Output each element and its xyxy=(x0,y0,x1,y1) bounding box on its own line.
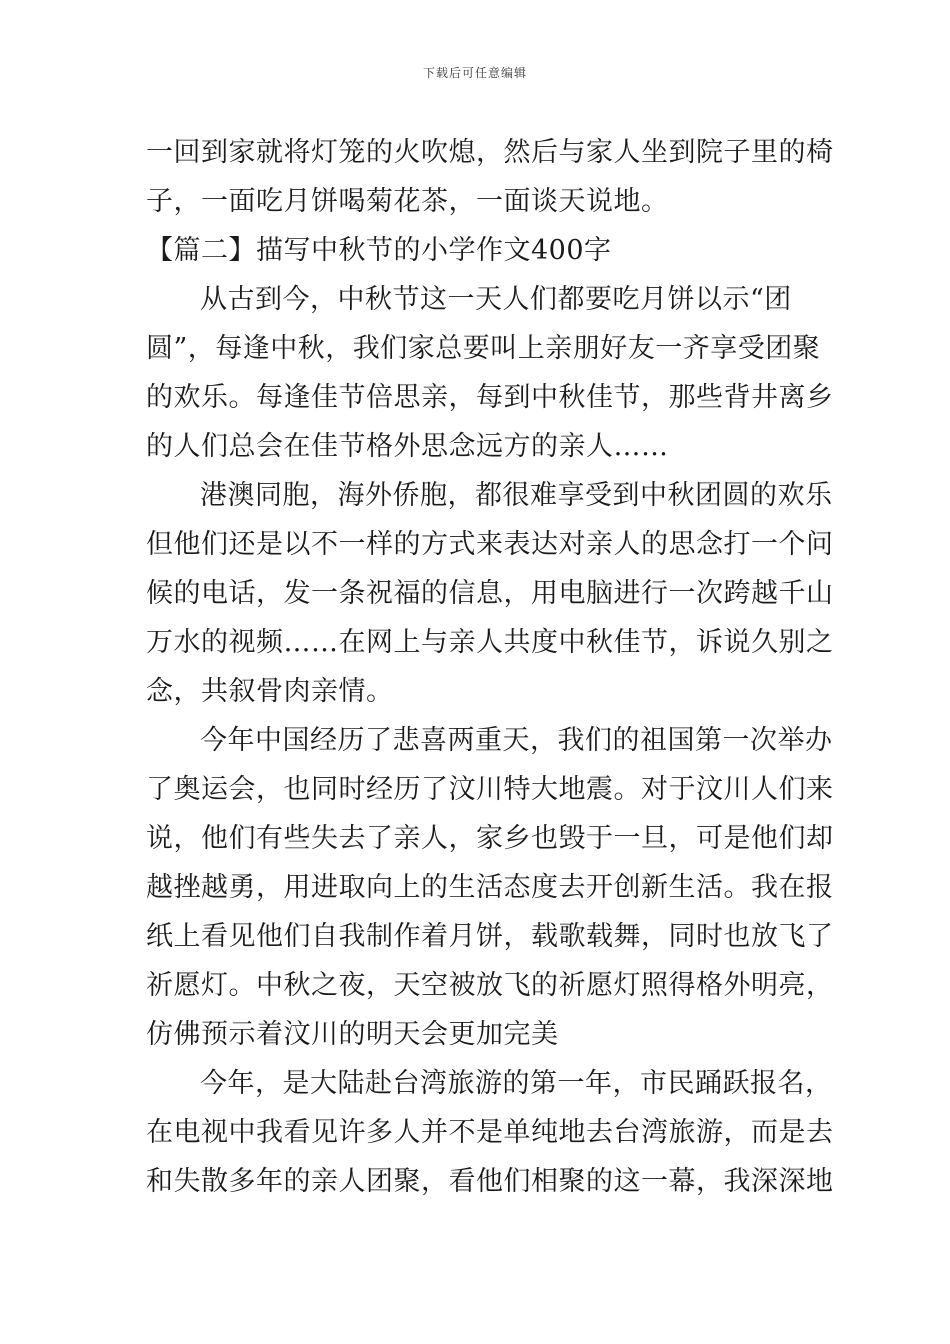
text-line: 今年，是大陆赴台湾旅游的第一年，市民踊跃报名， xyxy=(200,1068,833,1099)
document-body xyxy=(146,128,834,1206)
text-line: 候的电话，发一条祝福的信息，用电脑进行一次跨越千山 xyxy=(146,578,834,609)
text-line: 的人们总会在佳节格外思念远方的亲人…… xyxy=(146,431,669,462)
text-line: 从古到今，中秋节这一天人们都要吃月饼以示“团 xyxy=(200,284,792,315)
text-line: 念，共叙骨肉亲情。 xyxy=(146,676,394,707)
text-line: 子，一面吃月饼喝菊花茶，一面谈天说地。 xyxy=(146,186,669,217)
text-line: 在电视中我看见许多人并不是单纯地去台湾旅游，而是去 xyxy=(146,1117,834,1148)
text-line: 今年中国经历了悲喜两重天，我们的祖国第一次举办 xyxy=(200,725,833,756)
text-line: 和失散多年的亲人团聚，看他们相聚的这一幕，我深深地 xyxy=(146,1166,834,1197)
text-line: 了奥运会，也同时经历了汶川特大地震。对于汶川人们来 xyxy=(146,774,834,805)
text-line: 说，他们有些失去了亲人，家乡也毁于一旦，可是他们却 xyxy=(146,823,834,854)
text-line: 圆”，每逢中秋，我们家总要叫上亲朋好友一齐享受团聚 xyxy=(146,333,821,364)
text-line: 的欢乐。每逢佳节倍思亲，每到中秋佳节，那些背井离乡 xyxy=(146,382,834,413)
text-line: 越挫越勇，用进取向上的生活态度去开创新生活。我在报 xyxy=(146,872,834,903)
text-line: 【篇二】描写中秋节的小学作文400字 xyxy=(146,235,612,266)
text-line: 一回到家就将灯笼的火吹熄，然后与家人坐到院子里的椅 xyxy=(146,137,834,168)
text-line: 但他们还是以不一样的方式来表达对亲人的思念打一个问 xyxy=(146,529,834,560)
text-line: 仿佛预示着汶川的明天会更加完美 xyxy=(146,1019,559,1050)
text-line: 祈愿灯。中秋之夜，天空被放飞的祈愿灯照得格外明亮， xyxy=(146,970,834,1001)
page-header: 下载后可任意编辑 xyxy=(422,66,527,80)
text-line: 纸上看见他们自我制作着月饼，载歌载舞，同时也放飞了 xyxy=(146,921,834,952)
text-line: 港澳同胞，海外侨胞，都很难享受到中秋团圆的欢乐 xyxy=(200,480,833,511)
text-line: 万水的视频……在网上与亲人共度中秋佳节，诉说久别之 xyxy=(146,627,834,658)
